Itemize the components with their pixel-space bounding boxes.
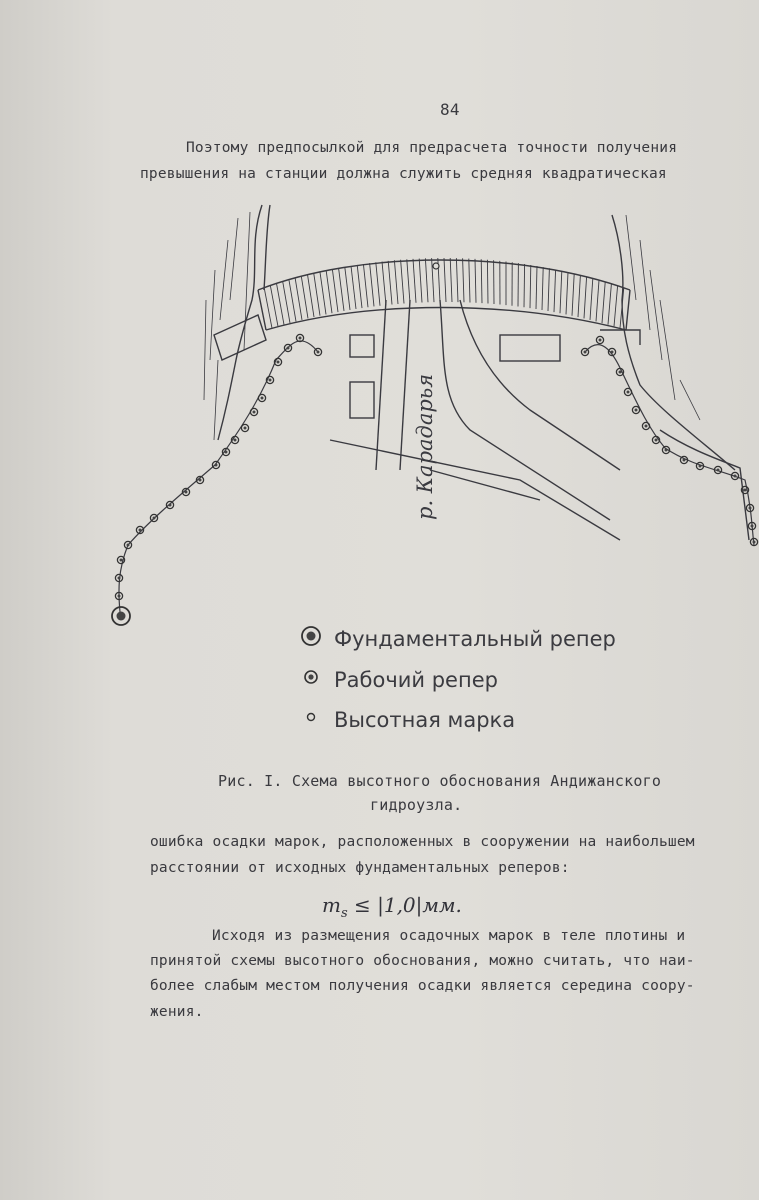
working-benchmark-dot	[627, 391, 630, 394]
dam-hatch-line	[289, 280, 296, 321]
working-benchmark-dot	[169, 504, 172, 507]
dam-hatch-line	[264, 288, 272, 328]
working-benchmark-dot	[299, 337, 302, 340]
working-benchmark-dot	[253, 411, 256, 414]
dam-hatch-line	[326, 271, 332, 313]
body-line-4: принятой схемы высотного обоснования, можно считать, что наи-	[150, 953, 695, 969]
dam-hatch-line	[487, 260, 488, 304]
working-benchmark-dot	[153, 517, 156, 520]
dam-hatch-line	[401, 260, 404, 304]
dam-hatch-line	[444, 258, 446, 302]
fundamental-benchmark-icon	[300, 624, 322, 651]
dam-hatch-line	[413, 259, 416, 303]
dam-hatch-line	[394, 260, 398, 304]
right-leveling-line	[585, 345, 754, 545]
dam-hatch-line	[320, 272, 326, 314]
body-line-2: расстоянии от исходных фундаментальных реперов:	[150, 860, 570, 876]
working-benchmark-dot	[683, 459, 686, 462]
height-mark-icon	[300, 705, 322, 732]
figure-caption-continued: гидроузла.	[370, 796, 463, 814]
dam-hatch-line	[407, 259, 410, 303]
working-benchmark-dot	[185, 491, 188, 494]
dam-hatch-line	[554, 270, 556, 313]
legend-item-working	[300, 665, 498, 692]
building-2	[350, 382, 374, 418]
working-benchmark-dot	[139, 529, 142, 532]
working-benchmark-dot	[611, 351, 614, 354]
working-benchmark-dot	[699, 465, 702, 468]
dam-hatch-line	[339, 268, 344, 311]
dam-hatch-line	[314, 274, 320, 316]
dam-hatch-line	[463, 258, 464, 302]
building-3	[500, 335, 560, 361]
legend-item-fundamental	[300, 624, 616, 651]
formula	[322, 893, 462, 921]
dam-hatch-line	[469, 259, 470, 303]
intro-line-1: Поэтому предпосылкой для предрасчета точности получения	[186, 140, 678, 156]
dam-hatch-line	[388, 261, 392, 305]
working-benchmark-icon	[300, 665, 322, 692]
dam-hatch-line	[345, 267, 350, 310]
dam-hatch-line	[578, 275, 580, 317]
body-line-6: жения.	[150, 1004, 204, 1020]
dam-hatch-line	[456, 258, 458, 302]
working-benchmark-dot	[127, 544, 130, 547]
left-leveling-line	[119, 341, 318, 612]
working-benchmark-dot	[734, 475, 737, 478]
working-benchmark-dot	[215, 464, 218, 467]
figure-caption: Рис. I. Схема высотного обоснования Андижанского	[218, 772, 662, 790]
intro-line-2: превышения на станции должна служить средняя квадратическая	[140, 166, 667, 182]
dam-hatch-line	[524, 264, 525, 307]
working-benchmark-dot	[744, 489, 747, 492]
dam-hatch-line	[363, 264, 368, 307]
working-benchmark-dot	[619, 371, 622, 374]
dam-hatch-line	[572, 274, 574, 316]
working-benchmark-dot	[261, 397, 264, 400]
dam-hatch-line	[370, 263, 374, 306]
body-line-1: ошибка осадки марок, расположенных в сооружении на наибольшем	[150, 834, 695, 850]
dam-hatch-line	[425, 258, 428, 302]
working-benchmark-dot	[584, 351, 587, 354]
working-benchmark-dot	[199, 479, 202, 482]
river-label: р. Карадарья	[413, 373, 437, 520]
dam-hatch-line	[301, 277, 308, 319]
dam-hatch-line	[450, 258, 452, 302]
working-benchmark-dot	[635, 409, 638, 412]
legend-label: Фундаментальный репер	[334, 627, 616, 651]
dam-hatch-line	[566, 272, 568, 314]
legend-item-height-mark	[300, 705, 515, 732]
dam-hatch-line	[270, 286, 278, 327]
dam-hatch-line	[382, 262, 386, 306]
legend-label: Рабочий репер	[334, 668, 498, 692]
working-benchmark-dot	[645, 425, 648, 428]
legend-label: Высотная марка	[334, 708, 516, 732]
dam-hatch-line	[419, 259, 422, 303]
working-benchmark-dot	[317, 351, 320, 354]
working-benchmark-dot	[599, 339, 602, 342]
working-benchmark-dot	[665, 449, 668, 452]
fundamental-benchmark-icon	[112, 607, 130, 625]
dam-hatch-line	[332, 270, 338, 313]
working-benchmark-dot	[118, 577, 121, 580]
dam-hatch-line	[277, 284, 284, 325]
height-mark-icon	[433, 263, 439, 269]
working-benchmark-dot	[225, 451, 228, 454]
working-benchmark-dot	[234, 439, 237, 442]
dam-hatch-line	[560, 271, 562, 313]
dam-hatch-line	[295, 278, 302, 319]
building-1	[350, 335, 374, 357]
dam-hatch-line	[602, 282, 605, 323]
dam-hatch-line	[475, 259, 476, 303]
dam-hatch-line	[376, 262, 380, 305]
dam-hatch-line	[596, 280, 599, 321]
working-benchmark-dot	[120, 559, 123, 562]
working-benchmark-dot	[269, 379, 272, 382]
page-number: 84	[440, 100, 460, 119]
dam-hatch-line	[530, 265, 531, 308]
dam-hatch-line	[536, 266, 537, 309]
dam-hatch-line	[614, 286, 618, 327]
dam-hatch-line	[283, 282, 290, 323]
working-benchmark-dot	[287, 347, 290, 350]
working-benchmark-dot	[244, 427, 247, 430]
dam-hatch-line	[351, 266, 356, 309]
formula-subscript: s	[340, 906, 348, 921]
working-benchmark-dot	[749, 507, 752, 510]
working-benchmark-dot	[655, 439, 658, 442]
dam-hatch-line	[590, 278, 593, 319]
working-benchmark-dot	[717, 469, 720, 472]
dam-hatch-line	[542, 267, 543, 310]
dam-hatch-line	[608, 284, 611, 325]
working-benchmark-dot	[118, 595, 121, 598]
working-benchmark-dot	[751, 525, 754, 528]
dam-hatch-line	[548, 268, 549, 311]
working-benchmark-dot	[277, 361, 280, 364]
formula-relation: ≤ |1,0|мм.	[347, 893, 462, 917]
body-line-3: Исходя из размещения осадочных марок в теле плотины и	[212, 928, 686, 944]
working-benchmark-dot	[753, 541, 756, 544]
dam-hatch-line	[481, 259, 482, 303]
formula-symbol: m	[322, 893, 341, 917]
dam-hatch-line	[357, 265, 362, 308]
body-line-5: более слабым местом получения осадки является середина соору-	[150, 978, 695, 994]
dam-hatch-line	[584, 277, 587, 319]
dam-hatch-line	[308, 275, 314, 317]
